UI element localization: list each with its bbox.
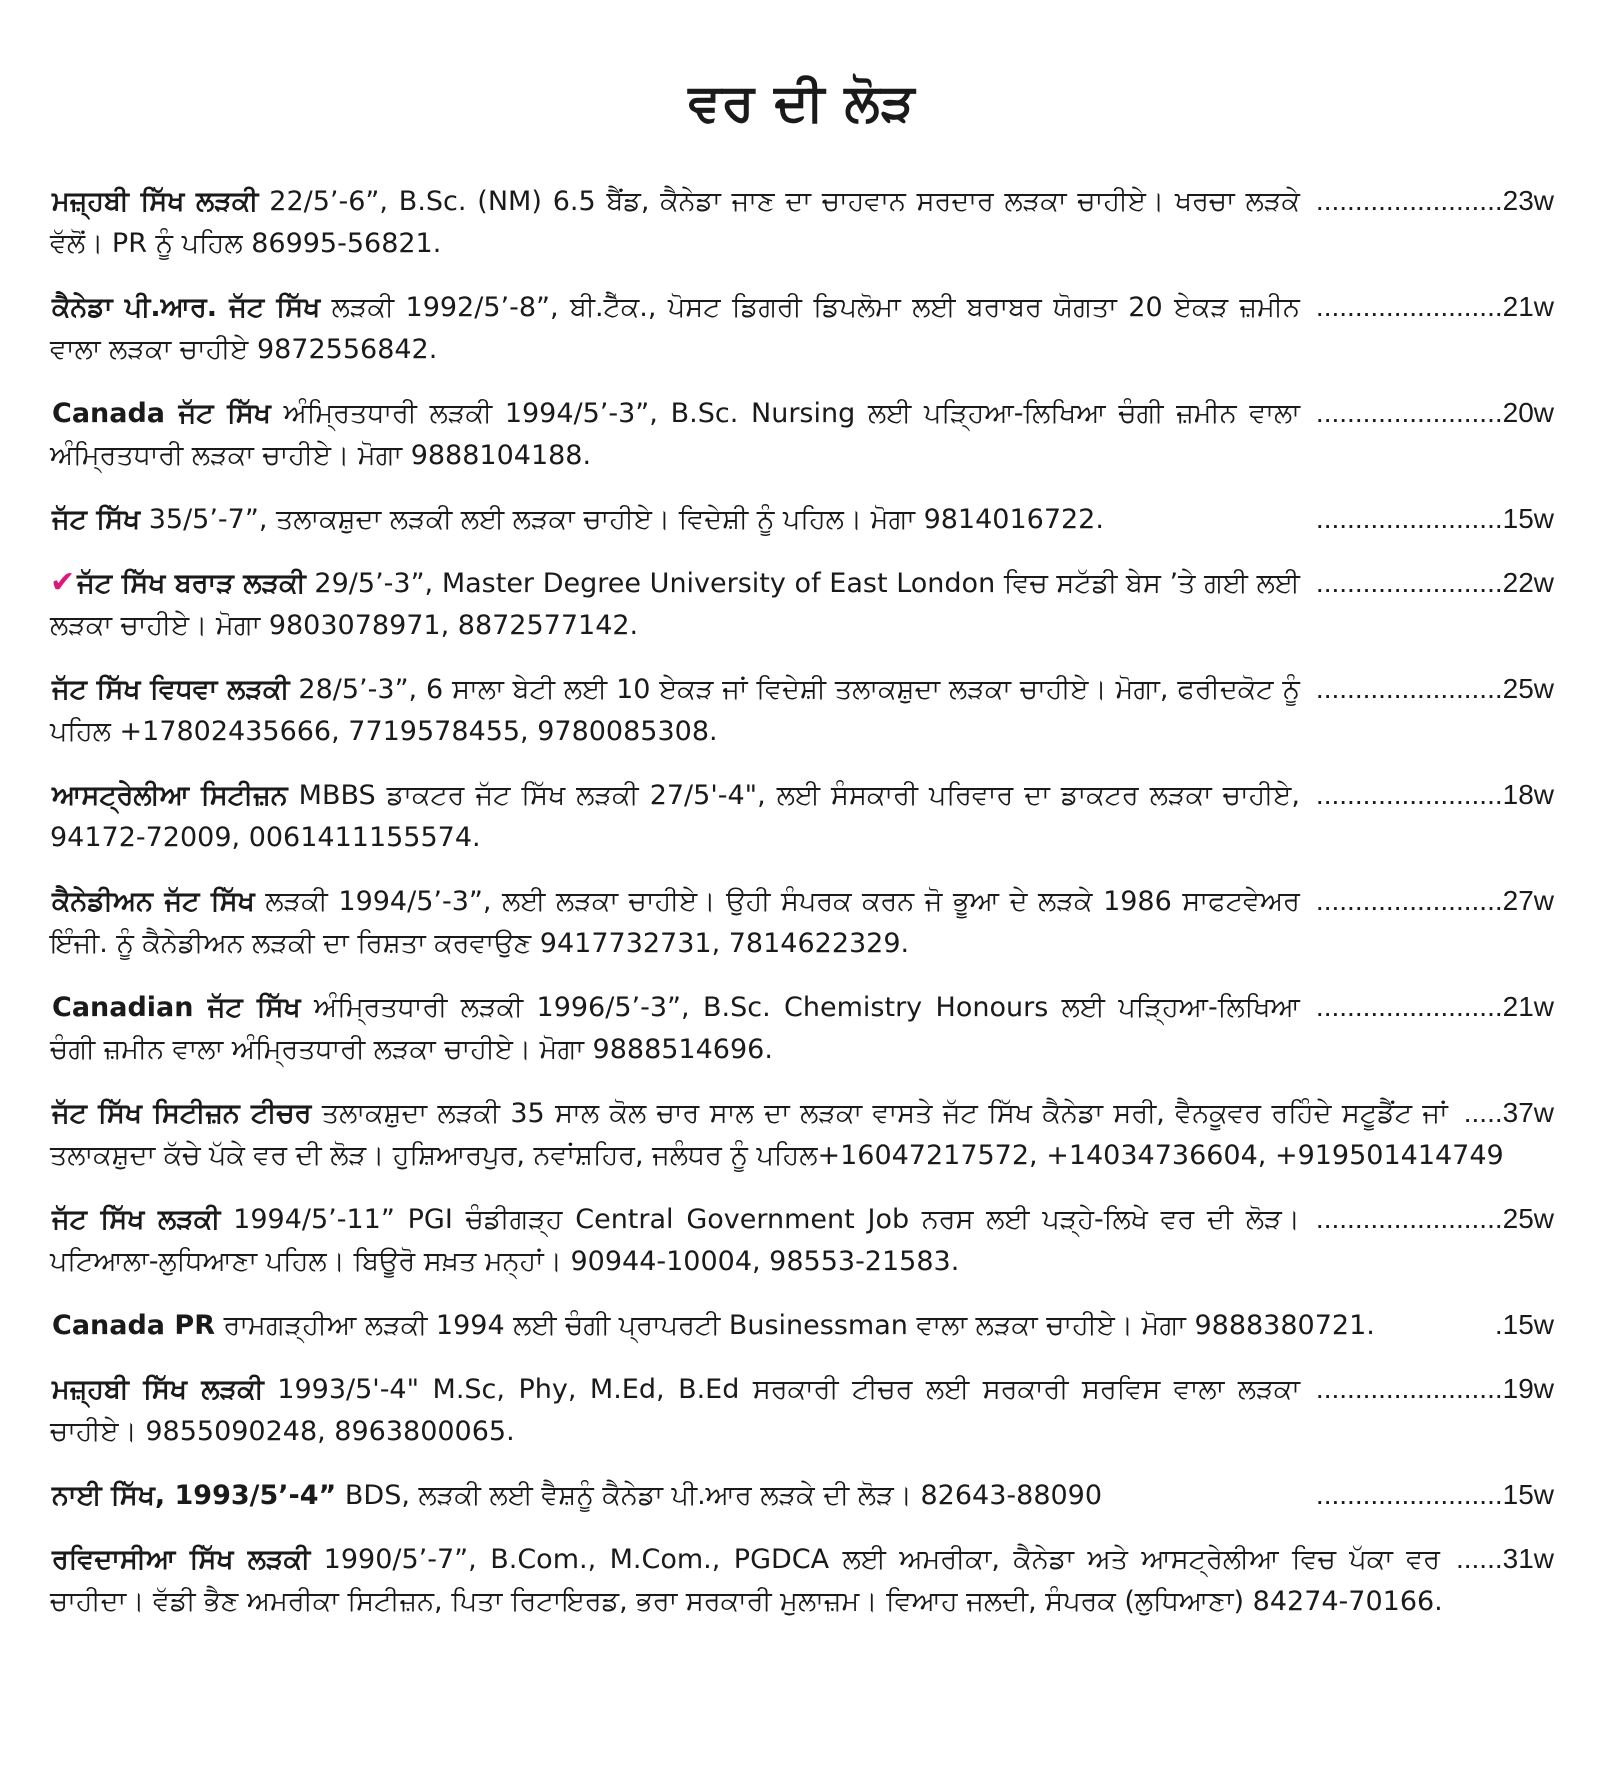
ad-lead: Canada ਜੱਟ ਸਿੱਖ	[52, 398, 271, 429]
ad-lead: ਮਜ਼੍ਹਬੀ ਸਿੱਖ ਲੜਕੀ	[52, 1374, 264, 1405]
ad-body: MBBS ਡਾਕਟਰ ਜੱਟ ਸਿੱਖ ਲੜਕੀ 27/5'-4", ਲਈ ਸੰਸਕਾਰੀ ਪਰਿਵਾਰ ਦਾ ਡਾਕਟਰ ਲੜਕਾ ਚਾਹੀਏ, 94172-72009, 0061411155574.	[50, 780, 1300, 853]
ad-item-5	[50, 562, 1554, 647]
ad-lead: ਰਵਿਦਾਸੀਆ ਸਿੱਖ ਲੜਕੀ	[52, 1544, 311, 1575]
ad-code: ........................15w	[1315, 1479, 1554, 1510]
ad-code: ........................22w	[1315, 567, 1554, 598]
ad-item-9	[50, 986, 1554, 1071]
ad-body: ਲੜਕੀ 1994/5’-3”, ਲਈ ਲੜਕਾ ਚਾਹੀਏ। ਉਹੀ ਸੰਪਰਕ ਕਰਨ ਜੋ ਭੂਆ ਦੇ ਲੜਕੇ 1986 ਸਾਫਟਵੇਅਰ ਇੰਜੀ. ਨੂੰ ਕੈਨੇਡੀਅਨ ਲੜਕੀ ਦਾ ਰਿਸ਼ਤਾ ਕਰਵਾਉਣ 9417732731, 7814622329.	[50, 886, 1300, 959]
ad-lead: ਕੈਨੇਡਾ ਪੀ.ਆਰ. ਜੱਟ ਸਿੱਖ	[52, 292, 321, 323]
ad-lead: ਆਸਟ੍ਰੇਲੀਆ ਸਿਟੀਜ਼ਨ	[52, 780, 288, 811]
ad-code: ........................25w	[1315, 1203, 1554, 1234]
ad-body: 1990/5’-7”, B.Com., M.Com., PGDCA ਲਈ ਅਮਰੀਕਾ, ਕੈਨੇਡਾ ਅਤੇ ਆਸਟ੍ਰੇਲੀਆ ਵਿਚ ਪੱਕਾ ਵਰ ਚਾਹੀਦਾ। ਵੱਡੀ ਭੈਣ ਅਮਰੀਕਾ ਸਿਟੀਜ਼ਨ, ਪਿਤਾ ਰਿਟਾਇਰਡ, ਭਰਾ ਸਰਕਾਰੀ ਮੁਲਾਜ਼ਮ। ਵਿਆਹ ਜਲਦੀ, ਸੰਪਰਕ (ਲੁਧਿਆਣਾ) 84274-70166.	[50, 1544, 1443, 1617]
ad-item-6	[50, 668, 1554, 753]
ad-lead: ਮਜ਼੍ਹਬੀ ਸਿੱਖ ਲੜਕੀ	[52, 186, 259, 217]
check-mark-icon: ✔	[50, 565, 76, 600]
ad-item-12	[50, 1304, 1554, 1347]
ad-code: ........................20w	[1315, 397, 1554, 428]
ad-lead: ਜੱਟ ਸਿੱਖ ਲੜਕੀ	[52, 1204, 221, 1235]
ad-item-8	[50, 880, 1554, 965]
ad-body: BDS, ਲੜਕੀ ਲਈ ਵੈਸ਼ਨੂੰ ਕੈਨੇਡਾ ਪੀ.ਆਰ ਲੜਕੇ ਦੀ ਲੋੜ। 82643-88090	[336, 1480, 1103, 1511]
ad-body: 35/5’-7”, ਤਲਾਕਸ਼ੁਦਾ ਲੜਕੀ ਲਈ ਲੜਕਾ ਚਾਹੀਏ। ਵਿਦੇਸ਼ੀ ਨੂੰ ਪਹਿਲ। ਮੋਗਾ 9814016722.	[140, 504, 1104, 535]
ad-lead: Canada PR	[52, 1310, 216, 1341]
ad-body: ਰਾਮਗੜ੍ਹੀਆ ਲੜਕੀ 1994 ਲਈ ਚੰਗੀ ਪ੍ਰਾਪਰਟੀ Businessman ਵਾਲਾ ਲੜਕਾ ਚਾਹੀਏ। ਮੋਗਾ 9888380721.	[215, 1310, 1375, 1341]
ad-body: 29/5’-3”, Master Degree University of East London ਵਿਚ ਸਟੱਡੀ ਬੇਸ ’ਤੇ ਗਈ ਲਈ ਲੜਕਾ ਚਾਹੀਏ। ਮੋਗਾ 9803078971, 8872577142.	[50, 568, 1300, 641]
ad-item-15	[50, 1538, 1554, 1623]
ad-body: 1993/5'-4" M.Sc, Phy, M.Ed, B.Ed ਸਰਕਾਰੀ ਟੀਚਰ ਲਈ ਸਰਕਾਰੀ ਸਰਵਿਸ ਵਾਲਾ ਲੜਕਾ ਚਾਹੀਏ। 9855090248, 8963800065.	[50, 1374, 1300, 1447]
ad-code: ........................21w	[1315, 991, 1554, 1022]
ad-lead: ਜੱਟ ਸਿੱਖ ਬਰਾੜ ਲੜਕੀ	[77, 568, 306, 599]
ad-item-10	[50, 1092, 1554, 1177]
ad-body: ਤਲਾਕਸ਼ੁਦਾ ਲੜਕੀ 35 ਸਾਲ ਕੋਲ ਚਾਰ ਸਾਲ ਦਾ ਲੜਕਾ ਵਾਸਤੇ ਜੱਟ ਸਿੱਖ ਕੈਨੇਡਾ ਸਰੀ, ਵੈਨਕੂਵਰ ਰਹਿੰਦੇ ਸਟੂਡੈਂਟ ਜਾਂ ਤਲਾਕਸ਼ੁਦਾ ਕੱਚੇ ਪੱਕੇ ਵਰ ਦੀ ਲੋੜ। ਹੁਸ਼ਿਆਰਪੁਰ, ਨਵਾਂਸ਼ਹਿਰ, ਜਲੰਧਰ ਨੂੰ ਪਹਿਲ+16047217572, +14034736604, +919501414749	[50, 1098, 1504, 1171]
ad-item-13	[50, 1368, 1554, 1453]
ad-body: ਅੰਮ੍ਰਿਤਧਾਰੀ ਲੜਕੀ 1994/5’-3”, B.Sc. Nursing ਲਈ ਪੜ੍ਹਿਆ-ਲਿਖਿਆ ਚੰਗੀ ਜ਼ਮੀਨ ਵਾਲਾ ਅੰਮ੍ਰਿਤਧਾਰੀ ਲੜਕਾ ਚਾਹੀਏ। ਮੋਗਾ 9888104188.	[50, 398, 1300, 471]
ad-item-11	[50, 1198, 1554, 1283]
ad-code: ......31w	[1455, 1543, 1554, 1574]
ad-body: 1994/5’-11” PGI ਚੰਡੀਗੜ੍ਹ Central Government Job ਨਰਸ ਲਈ ਪੜ੍ਹੇ-ਲਿਖੇ ਵਰ ਦੀ ਲੋੜ। ਪਟਿਆਲਾ-ਲੁਧਿਆਣਾ ਪਹਿਲ। ਬਿਊਰੋ ਸਖ਼ਤ ਮਨ੍ਹਾਂ। 90944-10004, 98553-21583.	[50, 1204, 1300, 1277]
ad-lead: ਜੱਟ ਸਿੱਖ ਸਿਟੀਜ਼ਨ ਟੀਚਰ	[52, 1098, 312, 1129]
ad-lead: Canadian ਜੱਟ ਸਿੱਖ	[52, 992, 301, 1023]
ad-body: 28/5’-3”, 6 ਸਾਲਾ ਬੇਟੀ ਲਈ 10 ਏਕੜ ਜਾਂ ਵਿਦੇਸ਼ੀ ਤਲਾਕਸ਼ੁਦਾ ਲੜਕਾ ਚਾਹੀਏ। ਮੋਗਾ, ਫਰੀਦਕੋਟ ਨੂੰ ਪਹਿਲ +17802435666, 7719578455, 9780085308.	[50, 674, 1300, 747]
ad-code: ........................21w	[1315, 291, 1554, 322]
ad-code: ........................25w	[1315, 673, 1554, 704]
page-title: ਵਰ ਦੀ ਲੋੜ	[688, 73, 916, 133]
ad-code: ........................23w	[1315, 185, 1554, 216]
ad-code: ........................19w	[1315, 1373, 1554, 1404]
ad-body: ਅੰਮ੍ਰਿਤਧਾਰੀ ਲੜਕੀ 1996/5’-3”, B.Sc. Chemistry Honours ਲਈ ਪੜ੍ਹਿਆ-ਲਿਖਿਆ ਚੰਗੀ ਜ਼ਮੀਨ ਵਾਲਾ ਅੰਮ੍ਰਿਤਧਾਰੀ ਲੜਕਾ ਚਾਹੀਏ। ਮੋਗਾ 9888514696.	[50, 992, 1300, 1065]
ad-item-3	[50, 392, 1554, 477]
ad-code: ........................15w	[1315, 503, 1554, 534]
ad-item-2	[50, 286, 1554, 371]
ad-lead: ਜੱਟ ਸਿੱਖ ਵਿਧਵਾ ਲੜਕੀ	[52, 674, 290, 705]
ad-code: ........................18w	[1315, 779, 1554, 810]
ad-lead: ਨਾਈ ਸਿੱਖ, 1993/5’-4”	[52, 1480, 337, 1511]
ad-code: .15w	[1494, 1309, 1554, 1340]
ad-code: ........................27w	[1315, 885, 1554, 916]
ad-body: ਲੜਕੀ 1992/5’-8”, ਬੀ.ਟੈੱਕ., ਪੋਸਟ ਡਿਗਰੀ ਡਿਪਲੋਮਾ ਲਈ ਬਰਾਬਰ ਯੋਗਤਾ 20 ਏਕੜ ਜ਼ਮੀਨ ਵਾਲਾ ਲੜਕਾ ਚਾਹੀਏ 9872556842.	[50, 292, 1300, 365]
ad-item-7	[50, 774, 1554, 859]
ad-item-14	[50, 1474, 1554, 1517]
ad-lead: ਜੱਟ ਸਿੱਖ	[52, 504, 141, 535]
ad-body: 22/5’-6”, B.Sc. (NM) 6.5 ਬੈਂਡ, ਕੈਨੇਡਾ ਜਾਣ ਦਾ ਚਾਹਵਾਨ ਸਰਦਾਰ ਲੜਕਾ ਚਾਹੀਏ। ਖਰਚਾ ਲੜਕੇ ਵੱਲੋਂ। PR ਨੂੰ ਪਹਿਲ 86995-56821.	[50, 186, 1300, 259]
ad-lead: ਕੈਨੇਡੀਅਨ ਜੱਟ ਸਿੱਖ	[52, 886, 255, 917]
ad-code: .....37w	[1463, 1097, 1554, 1128]
ads-list	[50, 180, 1554, 1623]
ad-item-1	[50, 180, 1554, 265]
ad-item-4	[50, 498, 1554, 541]
